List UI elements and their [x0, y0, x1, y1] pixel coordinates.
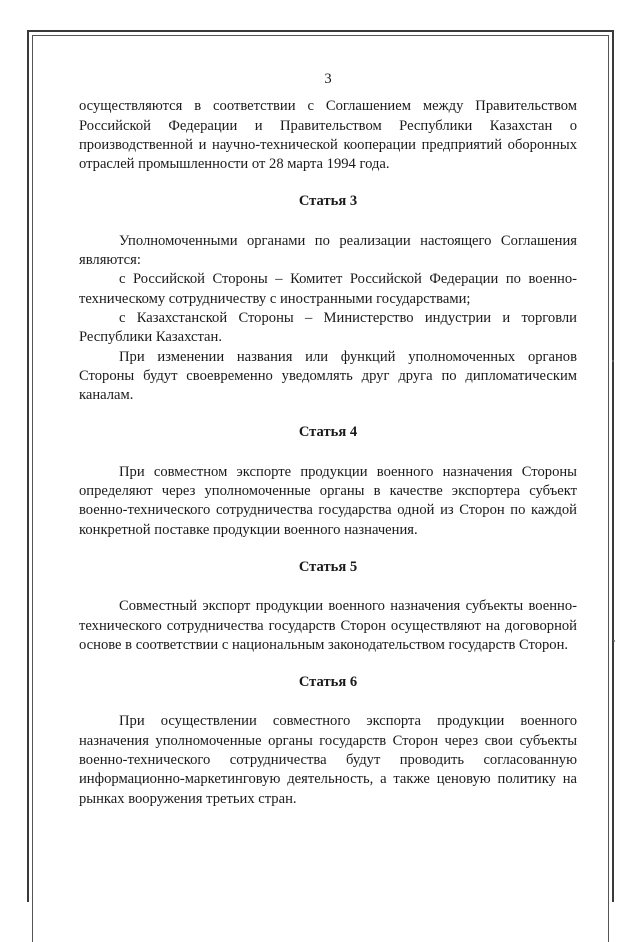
article-paragraph: с Российской Стороны – Комитет Российской Федерации по военно-техническому сотрудничеству с иностранными государствами; [79, 271, 577, 307]
article-6 [79, 673, 577, 809]
scan-speck [613, 640, 615, 642]
article-heading: Статья 4 [298, 424, 358, 441]
article-heading: Статья 3 [298, 193, 358, 210]
article-5 [79, 558, 577, 655]
article-paragraph: Уполномоченными органами по реализации настоящего Соглашения являются: [79, 232, 577, 269]
document-body [79, 70, 577, 809]
page-number: 3 [324, 71, 332, 87]
article-paragraph: с Казахстанской Стороны – Министерство индустрии и торговли Республики Казахстан. [79, 309, 577, 346]
article-paragraph: При совместном экспорте продукции военного назначения Стороны определяют через уполномоченные органы в качестве экспортера субъект военно-технического сотрудничества государства одной из Сторон по каждой конкретной поставке продукции военного назначения. [79, 463, 577, 538]
article-paragraph: При осуществлении совместного экспорта продукции военного назначения уполномоченные органы государств Сторон через свои субъекты военно-технического сотрудничества будут проводить согласованную информационно-маркетинговую деятельность, а также ценовую политику на рынках вооружения третьих стран. [79, 713, 577, 807]
scan-speck [612, 360, 614, 362]
article-heading: Статья 5 [298, 558, 358, 575]
article-4 [79, 423, 577, 539]
intro-paragraph: осуществляются в соответствии с Соглашением между Правительством Российской Федерации и Правительством Республики Казахстан о производственной и научно-технической кооперации предприятий оборонных отраслей промышленности от 28 марта 1994 года. [79, 98, 577, 173]
article-paragraph: Совместный экспорт продукции военного назначения субъекты военно-технического сотрудничества государств Сторон осуществляют на договорной основе в соответствии с национальным законодательством государств Сторон. [79, 598, 577, 653]
article-3 [79, 192, 577, 405]
article-heading: Статья 6 [298, 674, 358, 691]
article-paragraph: При изменении названия или функций уполномоченных органов Стороны будут своевременно уведомлять друг друга по дипломатическим каналам. [79, 348, 577, 404]
